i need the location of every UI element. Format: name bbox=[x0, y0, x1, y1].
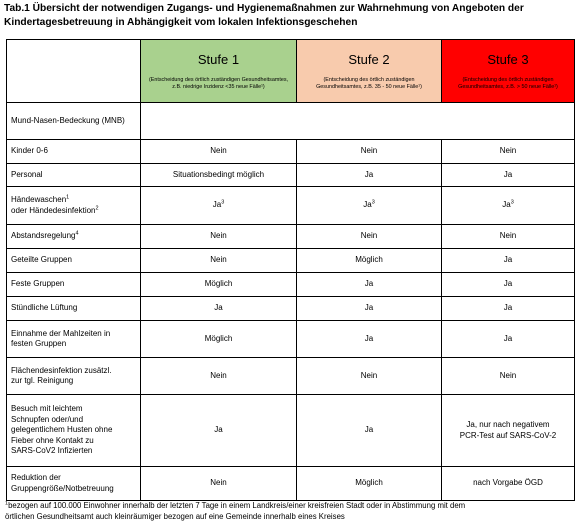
label-line: Fieber ohne Kontakt zu bbox=[11, 435, 94, 445]
table-row bbox=[7, 395, 575, 467]
table-row bbox=[7, 297, 575, 321]
cell-geteilt-s1: Nein bbox=[141, 249, 297, 273]
value-line: Ja, nur nach negativem bbox=[466, 420, 550, 429]
table-row bbox=[7, 103, 575, 140]
mnb-empty-span bbox=[141, 103, 575, 140]
label-line: Reduktion der bbox=[11, 473, 61, 482]
row-label-flaechen bbox=[7, 358, 141, 395]
stufe-2-note: (Entscheidung des örtlich zuständigen Gesundheitsamtes, z.B. 35 - 50 neue Fälle¹) bbox=[316, 76, 422, 90]
caption-line-1: Tab.1 Übersicht der notwendigen Zugangs- und Hygienemaßnahmen zur Wahrnehmung von Angeboten der bbox=[4, 3, 524, 14]
table-row bbox=[7, 140, 575, 164]
cell-feste-s3: Ja bbox=[442, 273, 575, 297]
cell-mahlzeiten-s3: Ja bbox=[442, 321, 575, 358]
label-line: Gruppengröße/Notbetreuung bbox=[11, 483, 114, 493]
sup-3: 3 bbox=[371, 199, 375, 206]
label-line: Besuch mit leichtem bbox=[11, 404, 83, 414]
cell-flaechen-s3: Nein bbox=[442, 358, 575, 395]
row-label-mnb: Mund-Nasen-Bedeckung (MNB) bbox=[7, 103, 141, 140]
cell-personal-s3: Ja bbox=[442, 164, 575, 187]
cell-flaechen-s2: Nein bbox=[297, 358, 442, 395]
table-row bbox=[7, 164, 575, 187]
cell-flaechen-s1: Nein bbox=[141, 358, 297, 395]
label-line: Schnupfen oder/und bbox=[11, 414, 84, 424]
table-row bbox=[7, 321, 575, 358]
header-stufe-3 bbox=[442, 40, 575, 103]
caption-line-2: Kindertagesbetreuung in Abhängigkeit vom lokalen Infektionsgeschehen bbox=[4, 16, 358, 28]
cell-haende-s3 bbox=[442, 187, 575, 225]
cell-geteilt-s3: Ja bbox=[442, 249, 575, 273]
row-label-personal: Personal bbox=[7, 164, 141, 187]
cell-kinder-s2: Nein bbox=[297, 140, 442, 164]
table-row bbox=[7, 225, 575, 249]
table-row bbox=[7, 358, 575, 395]
table-row bbox=[7, 273, 575, 297]
cell-haende-s2 bbox=[297, 187, 442, 225]
sup-3: 3 bbox=[510, 199, 514, 206]
cell-personal-s2: Ja bbox=[297, 164, 442, 187]
sup-1: 1 bbox=[66, 194, 70, 201]
label-line: zur tgl. Reinigung bbox=[11, 376, 74, 385]
cell-besuch-s2: Ja bbox=[297, 395, 442, 467]
footnote-line-1 bbox=[5, 501, 577, 512]
table-row bbox=[7, 187, 575, 225]
header-empty-cell bbox=[7, 40, 141, 103]
row-label-lueftung: Stündliche Lüftung bbox=[7, 297, 141, 321]
value-text: Ja bbox=[363, 200, 372, 210]
cell-mahlzeiten-s2: Ja bbox=[297, 321, 442, 358]
cell-mahlzeiten-s1: Möglich bbox=[141, 321, 297, 358]
footnote-sup: 1 bbox=[5, 500, 9, 507]
cell-abstand-s1: Nein bbox=[141, 225, 297, 249]
cell-reduktion-s1: Nein bbox=[141, 467, 297, 501]
cell-besuch-s1: Ja bbox=[141, 395, 297, 467]
sup-3: 3 bbox=[221, 199, 225, 206]
sup-4: 4 bbox=[75, 230, 79, 237]
cell-kinder-s3: Nein bbox=[442, 140, 575, 164]
cell-reduktion-s3: nach Vorgabe ÖGD bbox=[442, 467, 575, 501]
stufe-1-note: (Entscheidung des örtlich zuständigen Gesundheitsamtes, z.B. niedrige Inzidenz <35 neue Fälle¹) bbox=[148, 76, 289, 90]
stufe-1-title: Stufe 1 bbox=[197, 51, 240, 67]
label-line: Einnahme der Mahlzeiten in bbox=[11, 328, 111, 338]
cell-feste-s2: Ja bbox=[297, 273, 442, 297]
label-abstandsregelung: Abstandsregelung bbox=[11, 231, 76, 241]
value-line: PCR-Test auf SARS-CoV-2 bbox=[459, 430, 557, 440]
sup-2: 2 bbox=[95, 204, 99, 211]
label-line: SARS-CoV2 Infizierten bbox=[11, 446, 93, 456]
label-haendewaschen: Händewaschen bbox=[11, 195, 67, 204]
label-line: gelegentlichem Husten ohne bbox=[11, 425, 113, 435]
footnote-text: bezogen auf 100.000 Einwohner innerhalb der letzten 7 Tage in einem Landkreis/einer kreisfreien Stadt oder in Abstimmung mit dem bbox=[8, 501, 466, 510]
table-row bbox=[7, 467, 575, 501]
label-haendedesinfektion: oder Händedesinfektion bbox=[11, 205, 96, 215]
table-row bbox=[7, 249, 575, 273]
footnote-line-2: örtlichen Gesundheitsamt auch kleinräumiger bezogen auf eine Gemeinde innerhalb eines Kreises bbox=[5, 511, 345, 521]
value-text: Ja bbox=[212, 200, 222, 210]
header-row bbox=[7, 40, 575, 103]
cell-besuch-s3 bbox=[442, 395, 575, 467]
row-label-mahlzeiten bbox=[7, 321, 141, 358]
stufe-2-title: Stufe 2 bbox=[348, 51, 390, 67]
cell-abstand-s2: Nein bbox=[297, 225, 442, 249]
value-text: Ja bbox=[502, 200, 511, 210]
cell-haende-s1 bbox=[141, 187, 297, 225]
cell-feste-s1: Möglich bbox=[141, 273, 297, 297]
label-line: Flächendesinfektion zusätzl. bbox=[11, 365, 112, 375]
row-label-haende bbox=[7, 187, 141, 225]
label-line: festen Gruppen bbox=[11, 339, 67, 348]
measures-table bbox=[6, 39, 575, 501]
stufe-3-note: (Entscheidung des örtlich zuständigen Gesundheitsamtes, z.B. > 50 neue Fälle¹) bbox=[458, 76, 558, 90]
cell-lueftung-s1: Ja bbox=[141, 297, 297, 321]
cell-lueftung-s2: Ja bbox=[297, 297, 442, 321]
cell-personal-s1: Situationsbedingt möglich bbox=[141, 164, 297, 187]
row-label-besuch bbox=[7, 395, 141, 467]
stufe-3-title: Stufe 3 bbox=[487, 51, 529, 67]
row-label-feste: Feste Gruppen bbox=[7, 273, 141, 297]
header-stufe-1 bbox=[141, 40, 297, 103]
row-label-abstand bbox=[7, 225, 141, 249]
table-caption bbox=[4, 2, 576, 29]
cell-reduktion-s2: Möglich bbox=[297, 467, 442, 501]
cell-lueftung-s3: Ja bbox=[442, 297, 575, 321]
header-stufe-2 bbox=[297, 40, 442, 103]
cell-geteilt-s2: Möglich bbox=[297, 249, 442, 273]
cell-abstand-s3: Nein bbox=[442, 225, 575, 249]
row-label-kinder: Kinder 0-6 bbox=[7, 140, 141, 164]
row-label-geteilt: Geteilte Gruppen bbox=[7, 249, 141, 273]
cell-kinder-s1: Nein bbox=[141, 140, 297, 164]
row-label-reduktion bbox=[7, 467, 141, 501]
footnote bbox=[5, 501, 577, 522]
